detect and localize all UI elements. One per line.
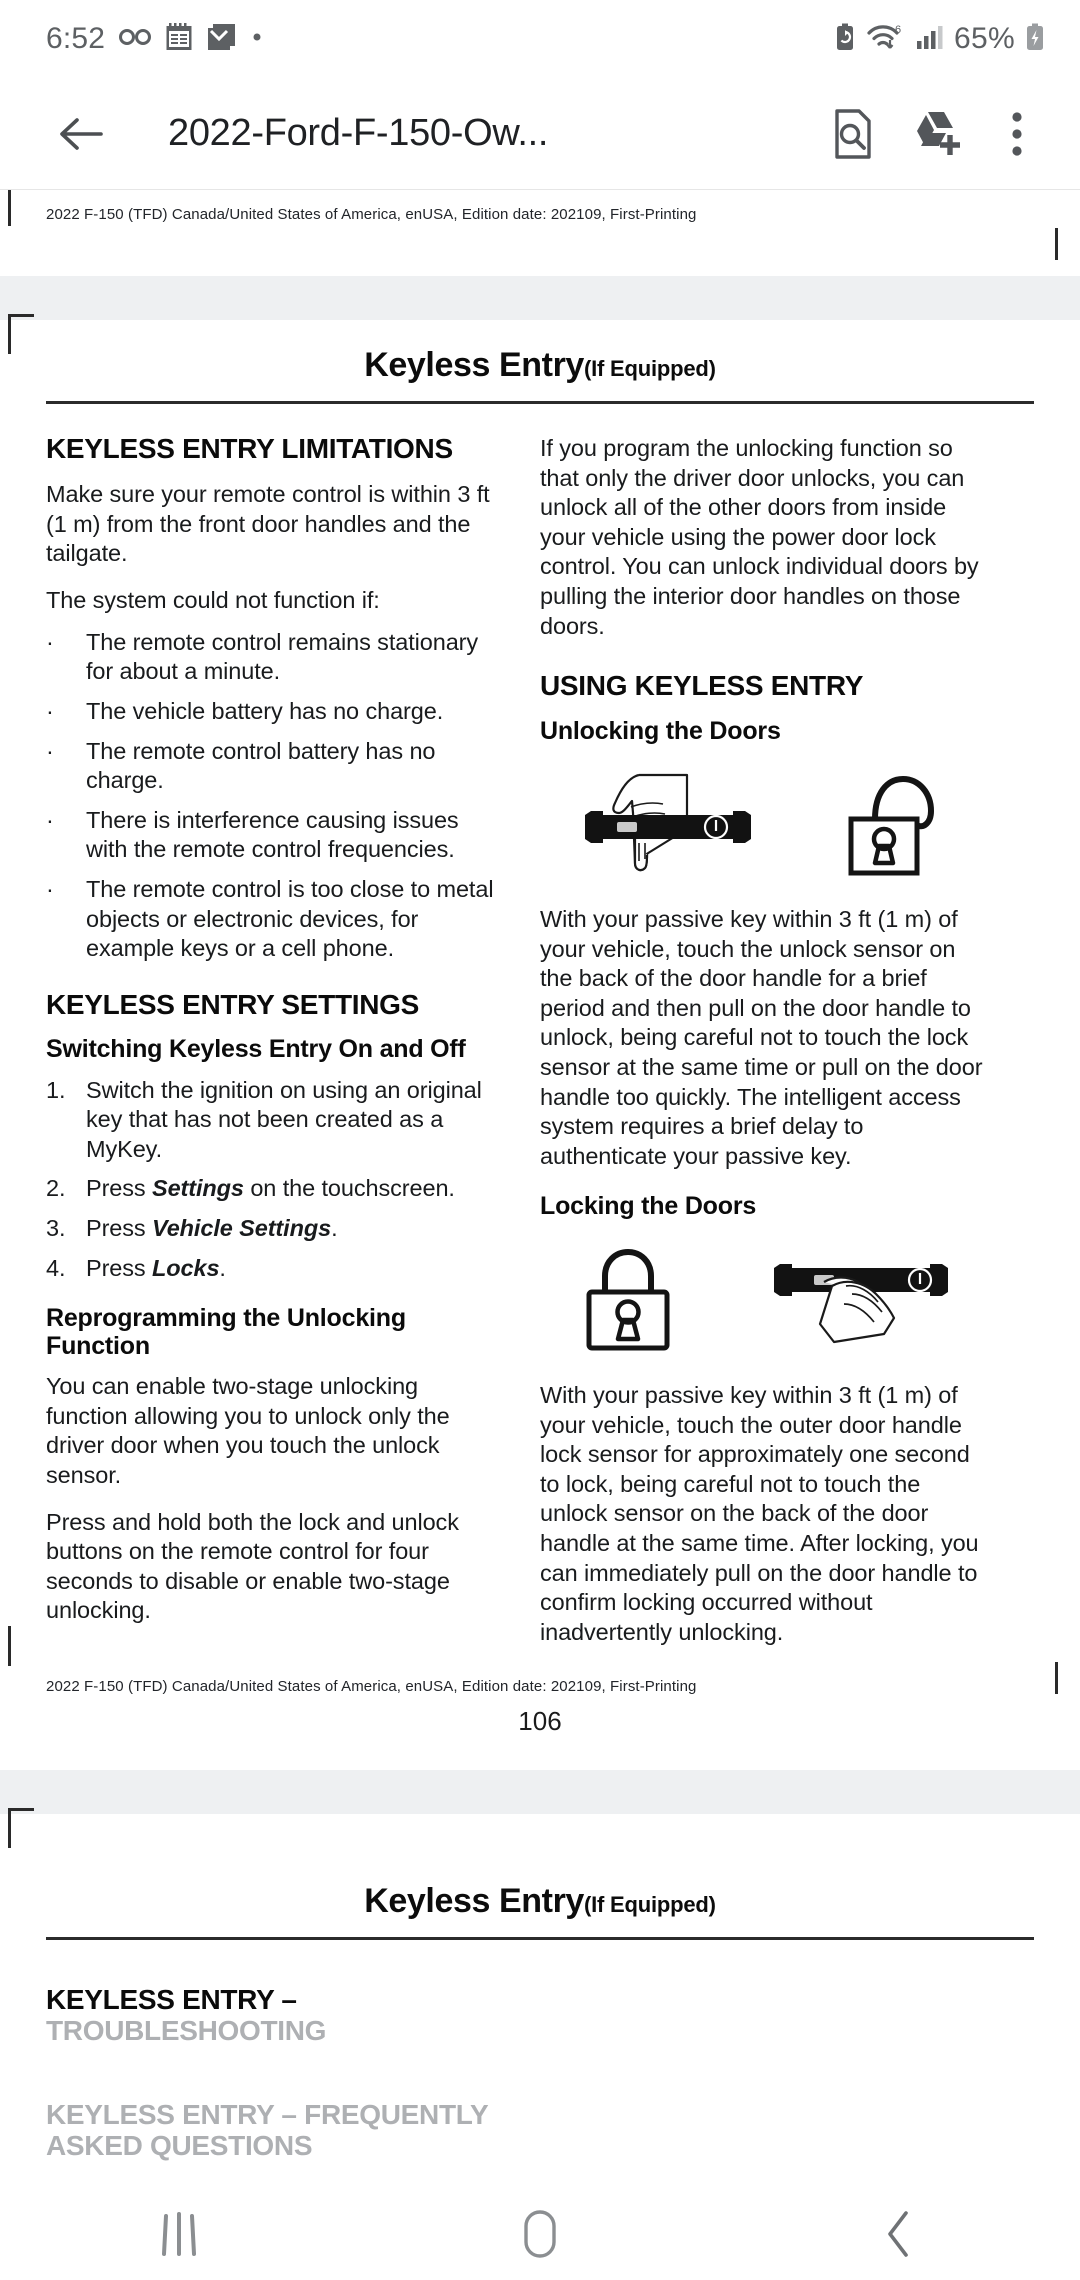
list-item-text: There is interference causing issues with the remote control frequencies.	[86, 806, 459, 863]
heading-keyless-entry-settings: KEYLESS ENTRY SETTINGS	[46, 988, 420, 1020]
heading-using-keyless-entry: USING KEYLESS ENTRY	[540, 670, 864, 702]
voicemail-icon	[118, 25, 152, 54]
step-text: Press Vehicle Settings.	[86, 1214, 338, 1241]
chapter-heading	[0, 320, 1080, 385]
heading-keyless-entry-troubleshooting-line1: KEYLESS ENTRY –	[46, 1984, 297, 2015]
list-limitations	[46, 628, 498, 964]
app-bar-actions	[812, 93, 1058, 175]
list-item-text: The remote control battery has no charge.	[86, 737, 436, 794]
chapter-subtitle: (If Equipped)	[583, 1892, 716, 1917]
step-text: Press Locks.	[86, 1254, 226, 1281]
paragraph-unlocking-instructions: With your passive key within 3 ft (1 m) of your vehicle, touch the unlock sensor on the back of the door handle for a brief period and then pull on the door handle to unlock, being careful not to touch the lock sensor at the same time or pull on the door handle too quickly. The intelligent access system requires a brief delay to authenticate your passive key.	[540, 906, 983, 1169]
list-item	[46, 737, 498, 796]
step-emphasis: Vehicle Settings	[152, 1214, 332, 1241]
list-switching-steps	[46, 1076, 498, 1284]
status-bar-left	[46, 22, 263, 57]
crop-mark	[8, 190, 11, 226]
app-bar	[0, 78, 1080, 190]
heading-switching-keyless-entry: Switching Keyless Entry On and Off	[46, 1035, 466, 1063]
heading-keyless-entry-limitations: KEYLESS ENTRY LIMITATIONS	[46, 433, 453, 464]
paragraph-program-unlocking: If you program the unlocking function so that only the driver door unlocks, you can unlock all of the other doors from inside your vehicle using the power door lock control. You can unlock individual doors by pulling the interior door handles on those doors.	[540, 435, 979, 639]
bullet-marker: ·	[46, 806, 54, 833]
wifi-icon	[866, 22, 906, 57]
list-item-text: The remote control remains stationary for about a minute.	[86, 628, 479, 685]
crop-mark	[8, 314, 11, 354]
step-text: Switch the ignition on using an original key that has not been created as a MyKey.	[86, 1076, 482, 1162]
list-item	[46, 1214, 498, 1244]
overflow-menu-icon[interactable]	[976, 93, 1058, 175]
step-number: 3.	[46, 1214, 66, 1241]
heading-keyless-entry-troubleshooting-line2: TROUBLESHOOTING	[46, 2015, 327, 2047]
wifi-generation-badge: 6	[895, 23, 902, 36]
closed-padlock-icon	[581, 1242, 691, 1357]
figure-unlocking	[540, 769, 992, 879]
recents-icon[interactable]	[90, 2188, 270, 2280]
chapter-title: Keyless Entry	[364, 1882, 584, 1920]
status-clock: 6:52	[46, 22, 106, 55]
bullet-marker: ·	[46, 875, 54, 902]
right-column	[540, 434, 992, 1664]
battery-percent-label: 65%	[954, 22, 1015, 55]
list-item	[46, 806, 498, 865]
chapter-heading-next	[0, 1814, 1080, 1921]
list-item	[46, 875, 498, 964]
bullet-marker: ·	[46, 737, 54, 764]
heading-unlocking-the-doors: Unlocking the Doors	[540, 716, 781, 745]
crop-mark	[8, 1626, 11, 1666]
paragraph-press-hold-buttons: Press and hold both the lock and unlock buttons on the remote control for four seconds to disable or enable two-stage unlocking.	[46, 1508, 459, 1624]
next-page-headings	[0, 1940, 1080, 2161]
list-item	[46, 1254, 498, 1284]
heading-keyless-entry-faq-line1: KEYLESS ENTRY – FREQUENTLY	[46, 2098, 489, 2130]
back-icon[interactable]	[810, 2188, 990, 2280]
paragraph-locking-instructions: With your passive key within 3 ft (1 m) of your vehicle, touch the outer door handle lock sensor for approximately one second to lock, being careful not to touch the unlock sensor on the back of the door handle at the same time. After locking, you can immediately pull on the door handle to confirm locking occurred without inadvertently unlocking.	[540, 1381, 979, 1645]
status-bar	[0, 0, 1080, 78]
hand-touching-door-handle-back-icon	[583, 767, 753, 882]
home-icon[interactable]	[450, 2188, 630, 2280]
search-document-icon[interactable]	[812, 93, 894, 175]
left-column	[46, 434, 498, 1664]
page-footer-note: 2022 F-150 (TFD) Canada/United States of America, enUSA, Edition date: 202109, First-Printing	[46, 206, 697, 223]
android-navigation-bar	[0, 2188, 1080, 2280]
page-columns	[0, 404, 1080, 1664]
chapter-subtitle: (If Equipped)	[583, 356, 716, 381]
crop-mark	[8, 314, 34, 317]
figure-locking	[540, 1245, 992, 1355]
dot-indicator-icon	[251, 30, 263, 48]
crop-mark	[1055, 228, 1058, 260]
list-item-text: The vehicle battery has no charge.	[86, 697, 444, 724]
data-saver-icon	[833, 22, 857, 57]
cellular-signal-icon	[915, 22, 945, 57]
crop-mark	[1055, 1662, 1058, 1694]
heading-locking-the-doors: Locking the Doors	[540, 1192, 757, 1221]
page-number: 106	[518, 1706, 562, 1737]
list-item-text: The remote control is too close to metal objects or electronic devices, for example keys or a cell phone.	[86, 875, 494, 962]
list-item	[46, 697, 498, 727]
paragraph-two-stage-unlocking: You can enable two-stage unlocking function allowing you to unlock only the driver door when you touch the unlock sensor.	[46, 1373, 450, 1488]
bullet-marker: ·	[46, 697, 54, 724]
step-emphasis: Locks	[152, 1254, 220, 1281]
page-footer-note: 2022 F-150 (TFD) Canada/United States of America, enUSA, Edition date: 202109, First-Printing	[46, 1678, 697, 1695]
page-separator	[0, 276, 1080, 320]
bullet-marker: ·	[46, 628, 54, 655]
step-number: 1.	[46, 1076, 66, 1103]
step-text: Press Settings on the touchscreen.	[86, 1175, 455, 1202]
step-number: 2.	[46, 1175, 66, 1202]
calendar-icon	[165, 22, 193, 57]
paragraph-remote-range: Make sure your remote control is within 3 ft (1 m) from the front door handles and the tailgate.	[46, 481, 490, 567]
heading-keyless-entry-faq-line2: ASKED QUESTIONS	[46, 2130, 313, 2162]
document-title: 2022-Ford-F-150-Ow...	[168, 112, 549, 154]
paragraph-system-could-not-function: The system could not function if:	[46, 587, 380, 614]
email-icon	[206, 22, 238, 57]
back-button[interactable]	[40, 93, 122, 175]
hand-touching-door-handle-front-icon	[772, 1242, 952, 1357]
battery-charging-icon	[1024, 22, 1046, 57]
heading-reprogramming-unlocking: Reprogramming the Unlocking Function	[46, 1304, 406, 1360]
list-item	[46, 1174, 498, 1204]
page-separator	[0, 1770, 1080, 1814]
pdf-viewport[interactable]	[0, 190, 1080, 2280]
step-emphasis: Settings	[152, 1175, 244, 1202]
pdf-page-previous-tail	[0, 190, 1080, 276]
list-item	[46, 1076, 498, 1165]
status-bar-right	[833, 22, 1046, 57]
add-to-drive-icon[interactable]	[894, 93, 976, 175]
list-item	[46, 628, 498, 687]
pdf-page-106	[0, 320, 1080, 1770]
crop-mark	[8, 1808, 11, 1848]
crop-mark	[8, 1808, 34, 1811]
chapter-title: Keyless Entry	[364, 346, 584, 384]
step-number: 4.	[46, 1254, 66, 1281]
open-padlock-icon	[839, 767, 949, 882]
